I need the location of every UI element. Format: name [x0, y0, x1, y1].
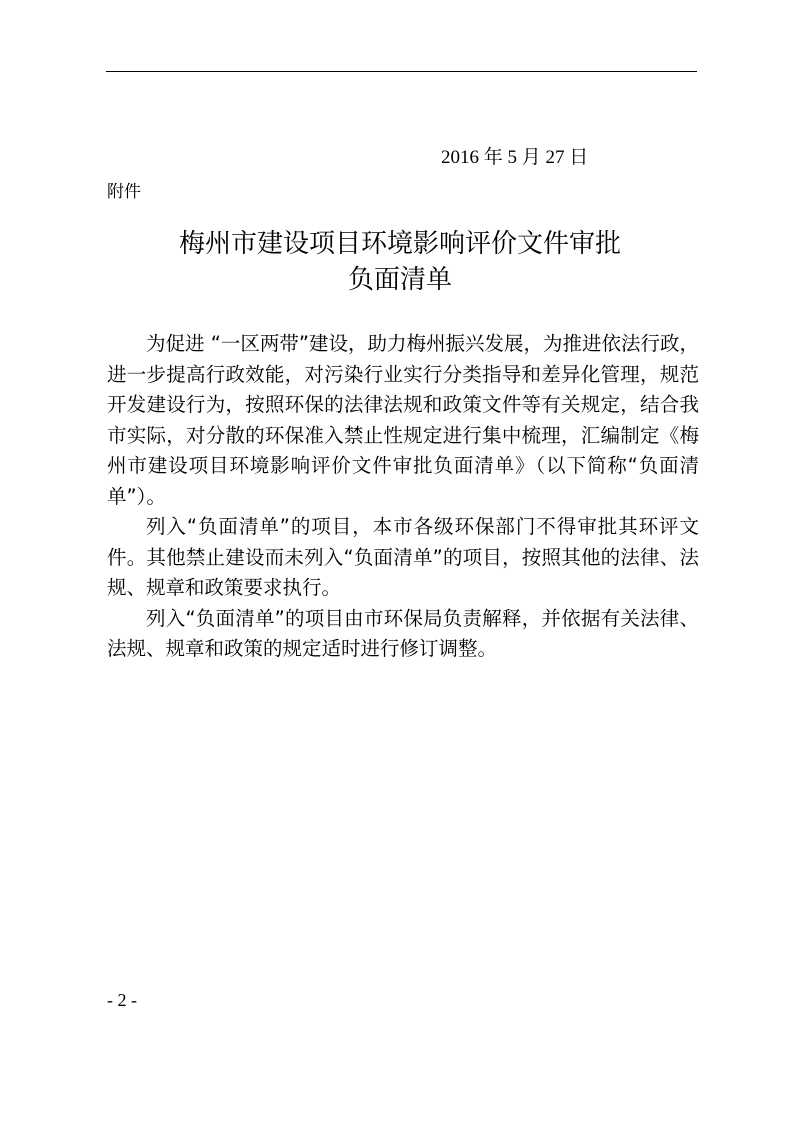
title-line-2: 负面清单 — [347, 265, 452, 295]
document-body — [107, 329, 699, 665]
title-line-1: 梅州市建设项目环境影响评价文件审批 — [178, 229, 621, 259]
page-number: - 2 - — [107, 990, 137, 1010]
body-paragraph-3: 列入“负面清单”的项目由市环保局负责解释，并依据有关法律、法规、规章和政策的规定适时进行修订调整。 — [107, 606, 699, 660]
body-paragraph-2: 列入“负面清单”的项目，本市各级环保部门不得审批其环评文件。其他禁止建设而未列入“负面清单”的项目，按照其他的法律、法规、规章和政策要求执行。 — [107, 515, 699, 599]
document-title — [100, 226, 700, 298]
attachment-label: 附件 — [107, 182, 141, 202]
body-paragraph-1: 为促进 “一区两带”建设，助力梅州振兴发展，为推进依法行政，进一步提高行政效能，对污染行业实行分类指导和差异化管理，规范开发建设行为，按照环保的法律法规和政策文件等有关规定，结合我市实际，对分散的环保准入禁止性规定进行集中梳理，汇编制定《梅州市建设项目环境影响评价文件审批负面清单》（以下简称“负面清单”）。 — [107, 332, 699, 508]
header-rule — [106, 71, 697, 72]
document-date: 2016 年 5 月 27 日 — [441, 147, 589, 168]
